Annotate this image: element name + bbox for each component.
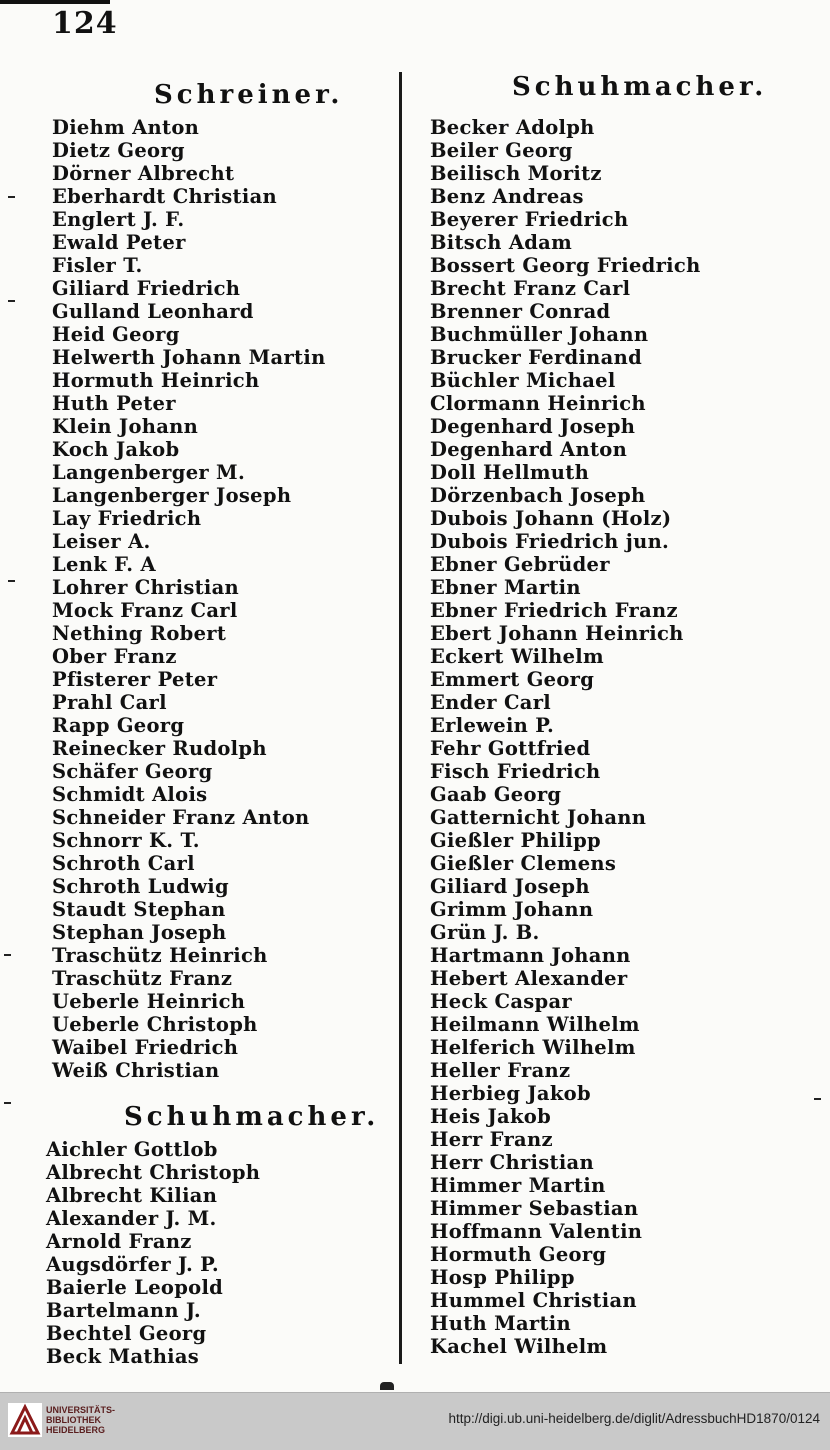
schuhmacher-entry: Himmer Sebastian <box>430 1197 639 1220</box>
schuhmacher-entry: Gaab Georg <box>430 783 562 806</box>
schreiner-entry: Lenk F. A <box>52 553 156 576</box>
schreiner-list <box>52 116 326 1082</box>
schreiner-entry: Ober Franz <box>52 645 177 668</box>
schreiner-entry: Diehm Anton <box>52 116 200 139</box>
schreiner-entry: Nething Robert <box>52 622 227 645</box>
margin-mark <box>8 300 15 302</box>
schreiner-entry: Gulland Leonhard <box>52 300 254 323</box>
margin-mark <box>4 954 11 956</box>
schuhmacher-entry: Heis Jakob <box>430 1105 552 1128</box>
top-rule <box>0 0 110 4</box>
schreiner-entry: Ewald Peter <box>52 231 186 254</box>
schuhmacher-entry: Herr Christian <box>430 1151 594 1174</box>
schuhmacher-entry: Ebner Martin <box>430 576 581 599</box>
schuhmacher-entry: Beiler Georg <box>430 139 573 162</box>
schreiner-entry: Weiß Christian <box>52 1059 220 1082</box>
schuhmacher-entry: Brucker Ferdinand <box>430 346 643 369</box>
margin-mark <box>8 196 15 198</box>
schuhmacher-entry: Beck Mathias <box>46 1345 200 1368</box>
schuhmacher-entry: Ender Carl <box>430 691 551 714</box>
schuhmacher-entry: Ebner Friedrich Franz <box>430 599 678 622</box>
schuhmacher-entry: Eckert Wilhelm <box>430 645 604 668</box>
schuhmacher-entry: Erlewein P. <box>430 714 555 737</box>
schreiner-entry: Eberhardt Christian <box>52 185 277 208</box>
schuhmacher-entry: Degenhard Anton <box>430 438 628 461</box>
heading-schuhmacher-right: Schuhmacher. <box>512 72 768 102</box>
schuhmacher-entry: Baierle Leopold <box>46 1276 224 1299</box>
schreiner-entry: Lay Friedrich <box>52 507 202 530</box>
schuhmacher-entry: Dubois Johann (Holz) <box>430 507 672 530</box>
schuhmacher-entry: Heck Caspar <box>430 990 572 1013</box>
schreiner-entry: Rapp Georg <box>52 714 185 737</box>
schuhmacher-entry: Albrecht Kilian <box>46 1184 218 1207</box>
schreiner-entry: Schroth Carl <box>52 852 195 875</box>
schreiner-entry: Englert J. F. <box>52 208 185 231</box>
schuhmacher-entry: Alexander J. M. <box>46 1207 217 1230</box>
ink-blot <box>380 1382 394 1390</box>
schuhmacher-entry: Gatternicht Johann <box>430 806 647 829</box>
schreiner-entry: Reinecker Rudolph <box>52 737 267 760</box>
schreiner-entry: Langenberger M. <box>52 461 246 484</box>
margin-mark <box>4 1102 11 1104</box>
schreiner-entry: Ueberle Christoph <box>52 1013 258 1036</box>
schreiner-entry: Traschütz Heinrich <box>52 944 268 967</box>
schreiner-entry: Schnorr K. T. <box>52 829 200 852</box>
schuhmacher-entry: Aichler Gottlob <box>46 1138 218 1161</box>
schuhmacher-entry: Hummel Christian <box>430 1289 637 1312</box>
schuhmacher-entry: Dubois Friedrich jun. <box>430 530 670 553</box>
schuhmacher-entry: Gießler Clemens <box>430 852 617 875</box>
schreiner-entry: Staudt Stephan <box>52 898 226 921</box>
schuhmacher-entry: Huth Martin <box>430 1312 571 1335</box>
schuhmacher-list-right <box>430 116 701 1358</box>
schuhmacher-entry: Büchler Michael <box>430 369 616 392</box>
viewer-footer <box>0 1392 830 1450</box>
schreiner-entry: Schäfer Georg <box>52 760 213 783</box>
schuhmacher-entry: Bossert Georg Friedrich <box>430 254 701 277</box>
schreiner-entry: Stephan Joseph <box>52 921 227 944</box>
schuhmacher-entry: Gießler Philipp <box>430 829 601 852</box>
schuhmacher-entry: Hormuth Georg <box>430 1243 607 1266</box>
schuhmacher-entry: Heilmann Wilhelm <box>430 1013 640 1036</box>
schuhmacher-entry: Herbieg Jakob <box>430 1082 591 1105</box>
schuhmacher-entry: Bartelmann J. <box>46 1299 202 1322</box>
schuhmacher-entry: Hartmann Johann <box>430 944 631 967</box>
schreiner-entry: Fisler T. <box>52 254 143 277</box>
schuhmacher-entry: Fehr Gottfried <box>430 737 591 760</box>
schuhmacher-entry: Bechtel Georg <box>46 1322 207 1345</box>
schreiner-entry: Hormuth Heinrich <box>52 369 260 392</box>
schuhmacher-list-left <box>46 1138 260 1368</box>
university-library-logo-icon <box>8 1403 42 1437</box>
schuhmacher-entry: Helferich Wilhelm <box>430 1036 636 1059</box>
schuhmacher-entry: Doll Hellmuth <box>430 461 590 484</box>
schreiner-entry: Lohrer Christian <box>52 576 240 599</box>
schreiner-entry: Schneider Franz Anton <box>52 806 310 829</box>
schuhmacher-entry: Degenhard Joseph <box>430 415 636 438</box>
margin-mark <box>814 1098 821 1100</box>
margin-mark <box>8 580 15 582</box>
schreiner-entry: Traschütz Franz <box>52 967 233 990</box>
schuhmacher-entry: Grün J. B. <box>430 921 540 944</box>
schuhmacher-entry: Arnold Franz <box>46 1230 192 1253</box>
schuhmacher-entry: Ebner Gebrüder <box>430 553 610 576</box>
schuhmacher-entry: Brecht Franz Carl <box>430 277 631 300</box>
schreiner-entry: Dietz Georg <box>52 139 185 162</box>
schuhmacher-entry: Hebert Alexander <box>430 967 628 990</box>
schreiner-entry: Mock Franz Carl <box>52 599 238 622</box>
schreiner-entry: Langenberger Joseph <box>52 484 292 507</box>
schuhmacher-entry: Dörzenbach Joseph <box>430 484 646 507</box>
schuhmacher-entry: Kachel Wilhelm <box>430 1335 608 1358</box>
schuhmacher-entry: Himmer Martin <box>430 1174 606 1197</box>
schuhmacher-entry: Benz Andreas <box>430 185 584 208</box>
schuhmacher-entry: Grimm Johann <box>430 898 594 921</box>
schreiner-entry: Ueberle Heinrich <box>52 990 246 1013</box>
source-url-link[interactable]: http://digi.ub.uni-heidelberg.de/diglit/AdressbuchHD1870/0124 <box>448 1411 820 1426</box>
heading-schreiner: Schreiner. <box>154 80 344 110</box>
schuhmacher-entry: Heller Franz <box>430 1059 571 1082</box>
schuhmacher-entry: Clormann Heinrich <box>430 392 646 415</box>
schuhmacher-entry: Brenner Conrad <box>430 300 611 323</box>
schuhmacher-entry: Buchmüller Johann <box>430 323 649 346</box>
schuhmacher-entry: Beyerer Friedrich <box>430 208 629 231</box>
schuhmacher-entry: Hoffmann Valentin <box>430 1220 643 1243</box>
schreiner-entry: Helwerth Johann Martin <box>52 346 326 369</box>
schreiner-entry: Pfisterer Peter <box>52 668 218 691</box>
schuhmacher-entry: Ebert Johann Heinrich <box>430 622 684 645</box>
schuhmacher-entry: Giliard Joseph <box>430 875 590 898</box>
schuhmacher-entry: Becker Adolph <box>430 116 595 139</box>
schuhmacher-entry: Albrecht Christoph <box>46 1161 261 1184</box>
schreiner-entry: Waibel Friedrich <box>52 1036 239 1059</box>
schreiner-entry: Dörner Albrecht <box>52 162 235 185</box>
schreiner-entry: Klein Johann <box>52 415 199 438</box>
page-number: 124 <box>52 6 118 41</box>
schreiner-entry: Giliard Friedrich <box>52 277 241 300</box>
schreiner-entry: Schroth Ludwig <box>52 875 229 898</box>
schreiner-entry: Koch Jakob <box>52 438 180 461</box>
schuhmacher-entry: Fisch Friedrich <box>430 760 601 783</box>
schuhmacher-entry: Hosp Philipp <box>430 1266 575 1289</box>
schuhmacher-entry: Emmert Georg <box>430 668 595 691</box>
column-divider <box>399 72 402 1364</box>
schuhmacher-entry: Augsdörfer J. P. <box>46 1253 220 1276</box>
schreiner-entry: Leiser A. <box>52 530 151 553</box>
schreiner-entry: Schmidt Alois <box>52 783 208 806</box>
schuhmacher-entry: Beilisch Moritz <box>430 162 602 185</box>
schreiner-entry: Heid Georg <box>52 323 180 346</box>
heading-schuhmacher-left: Schuhmacher. <box>124 1102 380 1132</box>
schuhmacher-entry: Bitsch Adam <box>430 231 573 254</box>
schreiner-entry: Huth Peter <box>52 392 176 415</box>
schreiner-entry: Prahl Carl <box>52 691 167 714</box>
schuhmacher-entry: Herr Franz <box>430 1128 553 1151</box>
library-logo-text: UNIVERSITÄTS- BIBLIOTHEK HEIDELBERG <box>46 1405 116 1435</box>
